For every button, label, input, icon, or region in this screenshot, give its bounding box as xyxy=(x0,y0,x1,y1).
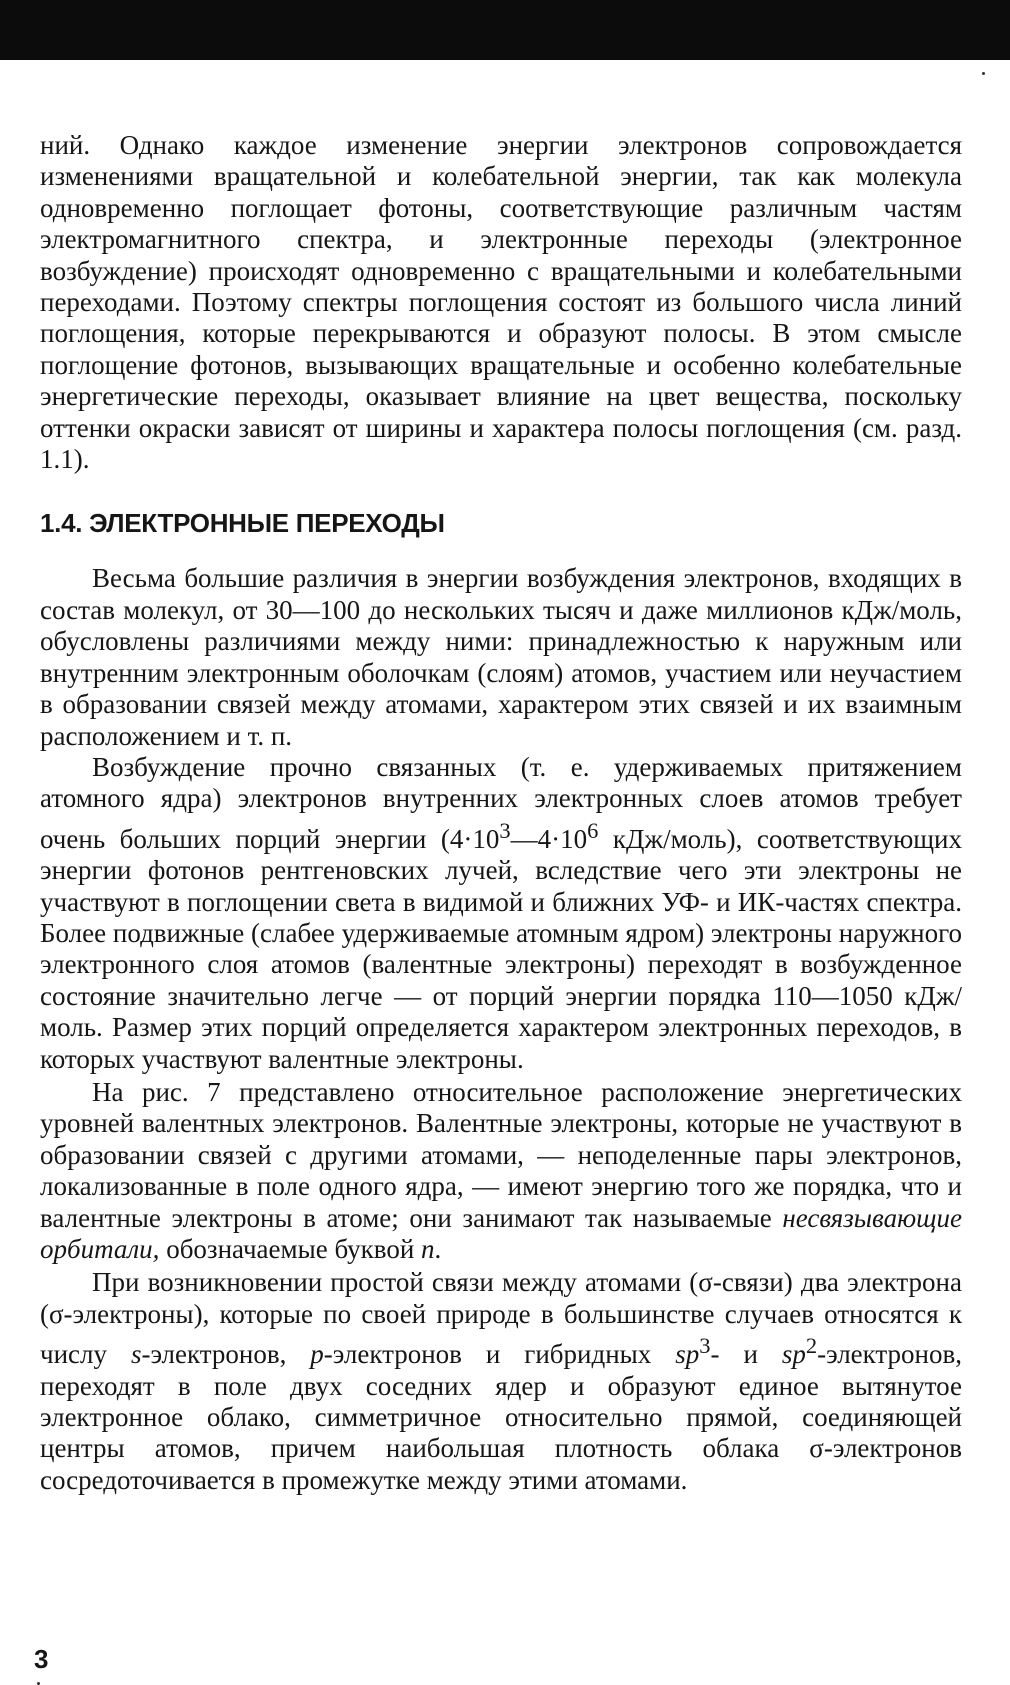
text-segment: Возбуждение прочно связанных (т. е. удерживаемых притяжением атомного ядра) электронов внутренних электронных слоев атомов требует очень больших порций энергии (4·10 xyxy=(40,751,962,854)
text-segment: -электронов, xyxy=(141,1339,311,1370)
italic-letter: sp xyxy=(781,1339,806,1370)
text-segment: -электронов и гибридных xyxy=(323,1339,676,1370)
superscript: 3 xyxy=(499,817,511,843)
text-segment: кДж/моль), соответствующих энергии фотонов рентгеновских лучей, вследствие чего эти электроны не участвуют в поглощении света в видимой и ближних УФ- и ИК-частях спектра. Более подвижные (слабее удерживаемые атомным ядром) электроны наружного электронного слоя атомов (валентные электроны) переходят в возбужденное состояние значительно легче — от порций энергии порядка 110—1050 кДж/моль. Размер этих порций определяется характером электронных переходов, в которых участвуют валентные электроны. xyxy=(40,823,963,1074)
section-heading: 1.4. ЭЛЕКТРОННЫЕ ПЕРЕХОДЫ xyxy=(40,508,445,539)
text-segment: —4·10 xyxy=(510,823,588,854)
italic-letter: p xyxy=(310,1339,324,1370)
italic-letter: sp xyxy=(675,1339,700,1370)
scan-speck xyxy=(982,72,985,75)
paragraph-inner-electrons xyxy=(40,752,962,1075)
paragraph-energy-levels xyxy=(40,1077,962,1265)
superscript: 2 xyxy=(805,1333,818,1359)
text-segment: . xyxy=(434,1234,442,1264)
italic-letter: n xyxy=(421,1234,435,1264)
paragraph-sigma-bond xyxy=(40,1267,962,1496)
superscript: 6 xyxy=(587,817,599,843)
paragraph-continuation: ний. Однако каждое изменение энергии электронов сопровождается изменениями вращательной и колебательной энергии, так как молекула одновременно поглощает фотоны, соответствующие различным частям электромагнитного спектра, и электронные переходы (электронное возбуждение) происходят одновременно с вращательными и колебательными переходами. Поэтому спектры поглощения состоят из большого числа линий поглощения, которые перекрываются и образуют полосы. В этом смысле поглощение фотонов, вызывающих вращательные и особенно колебательные энергетические переходы, оказывает влияние на цвет вещества, поскольку оттенки окраски зависят от ширины и характера полосы поглощения (см. разд. 1.1). xyxy=(40,130,962,475)
text-segment: обозначаемые буквой xyxy=(159,1234,422,1264)
superscript: 3 xyxy=(699,1333,711,1359)
text-segment: - и xyxy=(710,1339,782,1370)
text-segment: -электронов, переходят в поле двух соседних ядер и образуют единое вытянутое электронное облако, симметричное относительно прямой, соединяющей центры атомов, причем наибольшая плотность облака σ-электронов сосредоточивается в промежутке между этими атомами. xyxy=(40,1339,962,1495)
text-segment: При возникновении простой связи между атомами (σ-связи) два электрона (σ-электроны), которые по своей природе в большинстве случаев относятся к числу xyxy=(40,1267,962,1370)
italic-letter: s xyxy=(130,1339,142,1370)
text-segment: На рис. 7 представлено относительное расположение энергетических уровней валентных электронов. Валентные электроны, которые не участвуют в образовании связей с другими атомами, — неподеленные пары электронов, локализованные в поле одного ядра, — имеют энергию того же порядка, что и валентные электроны в атоме; они занимают так называемые xyxy=(40,1076,962,1233)
page-number: 3 xyxy=(34,1644,49,1674)
page-body xyxy=(40,130,962,1496)
italic-term: несвязывающие орбитали, xyxy=(40,1202,962,1264)
paragraph-excitation-energy: Весьма большие различия в энергии возбуждения электронов, входящих в состав молекул, от 30—100 до нескольких тысяч и даже миллионов кДж/моль, обусловлены различиями между ними: принадлежностью к наружным или внутренним электронным оболочкам (слоям) атомов, участием или неучастием в образовании связей между атомами, характером этих связей и их взаимным расположением и т. п. xyxy=(40,563,962,751)
scan-top-border xyxy=(0,0,1010,60)
